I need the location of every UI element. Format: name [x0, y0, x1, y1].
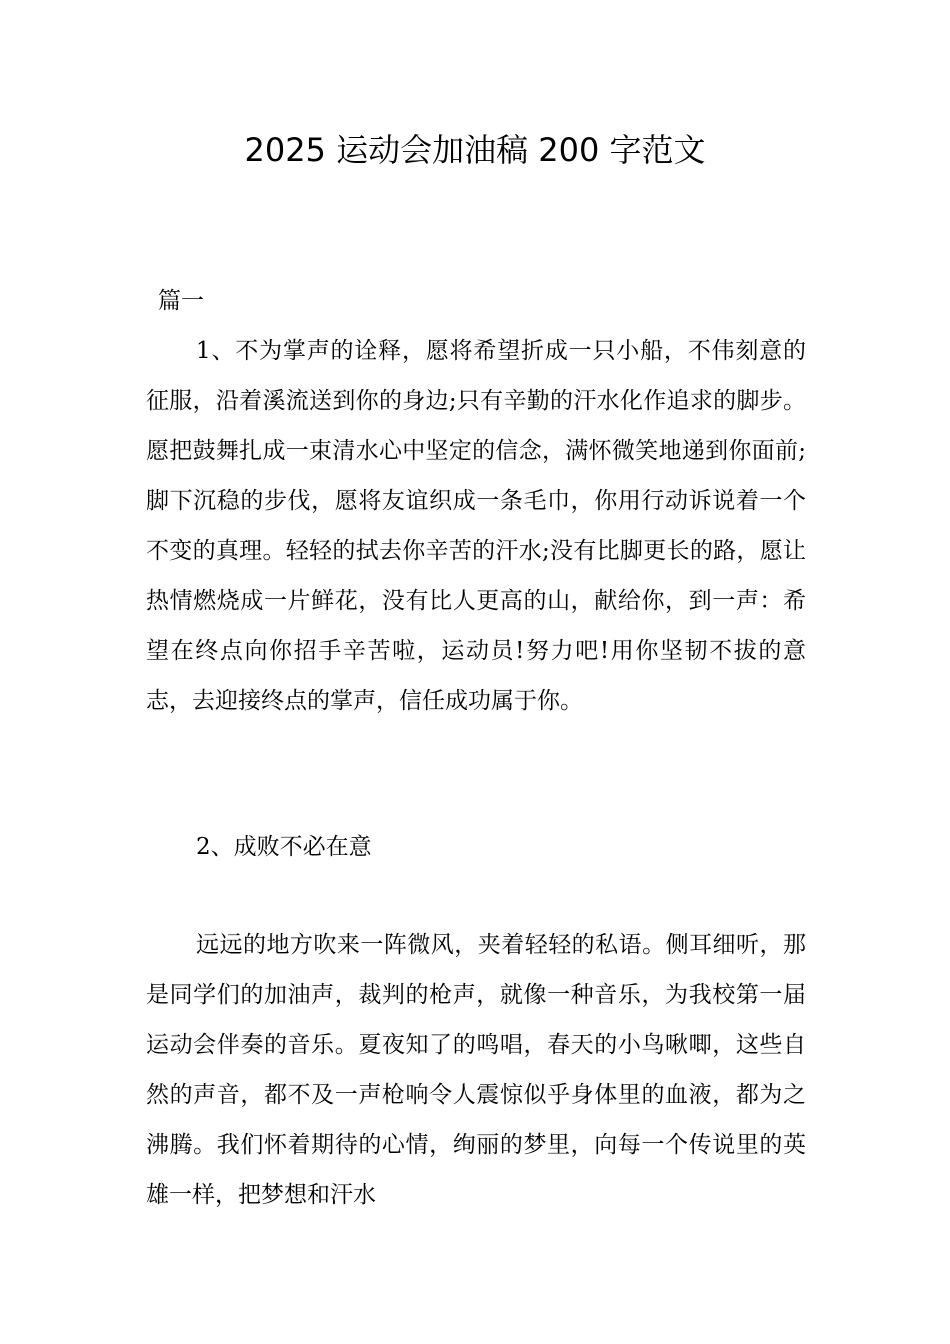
paragraph-1: 1、不为掌声的诠释，愿将希望折成一只小船，不伟刻意的征服，沿着溪流送到你的身边;只有辛勤的汗水化作追求的脚步。愿把鼓舞扎成一束清水心中坚定的信念，满怀微笑地递到你面前;脚下沉稳的步伐，愿将友谊织成一条毛巾，你用行动诉说着一个不变的真理。轻轻的拭去你辛苦的汗水;没有比脚更长的路，愿让热情燃烧成一片鲜花，没有比人更高的山，献给你，到一声：希望在终点向你招手辛苦啦，运动员!努力吧!用你坚韧不拔的意志，去迎接终点的掌声，信任成功属于你。: [146, 338, 806, 714]
paragraph-2-heading: 2、成败不必在意: [196, 834, 372, 860]
section-label: 篇一: [158, 288, 204, 314]
paragraph-3: 远远的地方吹来一阵微风，夹着轻轻的私语。侧耳细听，那是同学们的加油声，裁判的枪声，就像一种音乐，为我校第一届运动会伴奏的音乐。夏夜知了的鸣唱，春天的小鸟啾唧，这些自然的声音，都不及一声枪响令人震惊似乎身体里的血液，都为之沸腾。我们怀着期待的心情，绚丽的梦里，向每一个传说里的英雄一样，把梦想和汗水: [146, 932, 806, 1208]
document-title: 2025 运动会加油稿 200 字范文: [244, 131, 706, 169]
